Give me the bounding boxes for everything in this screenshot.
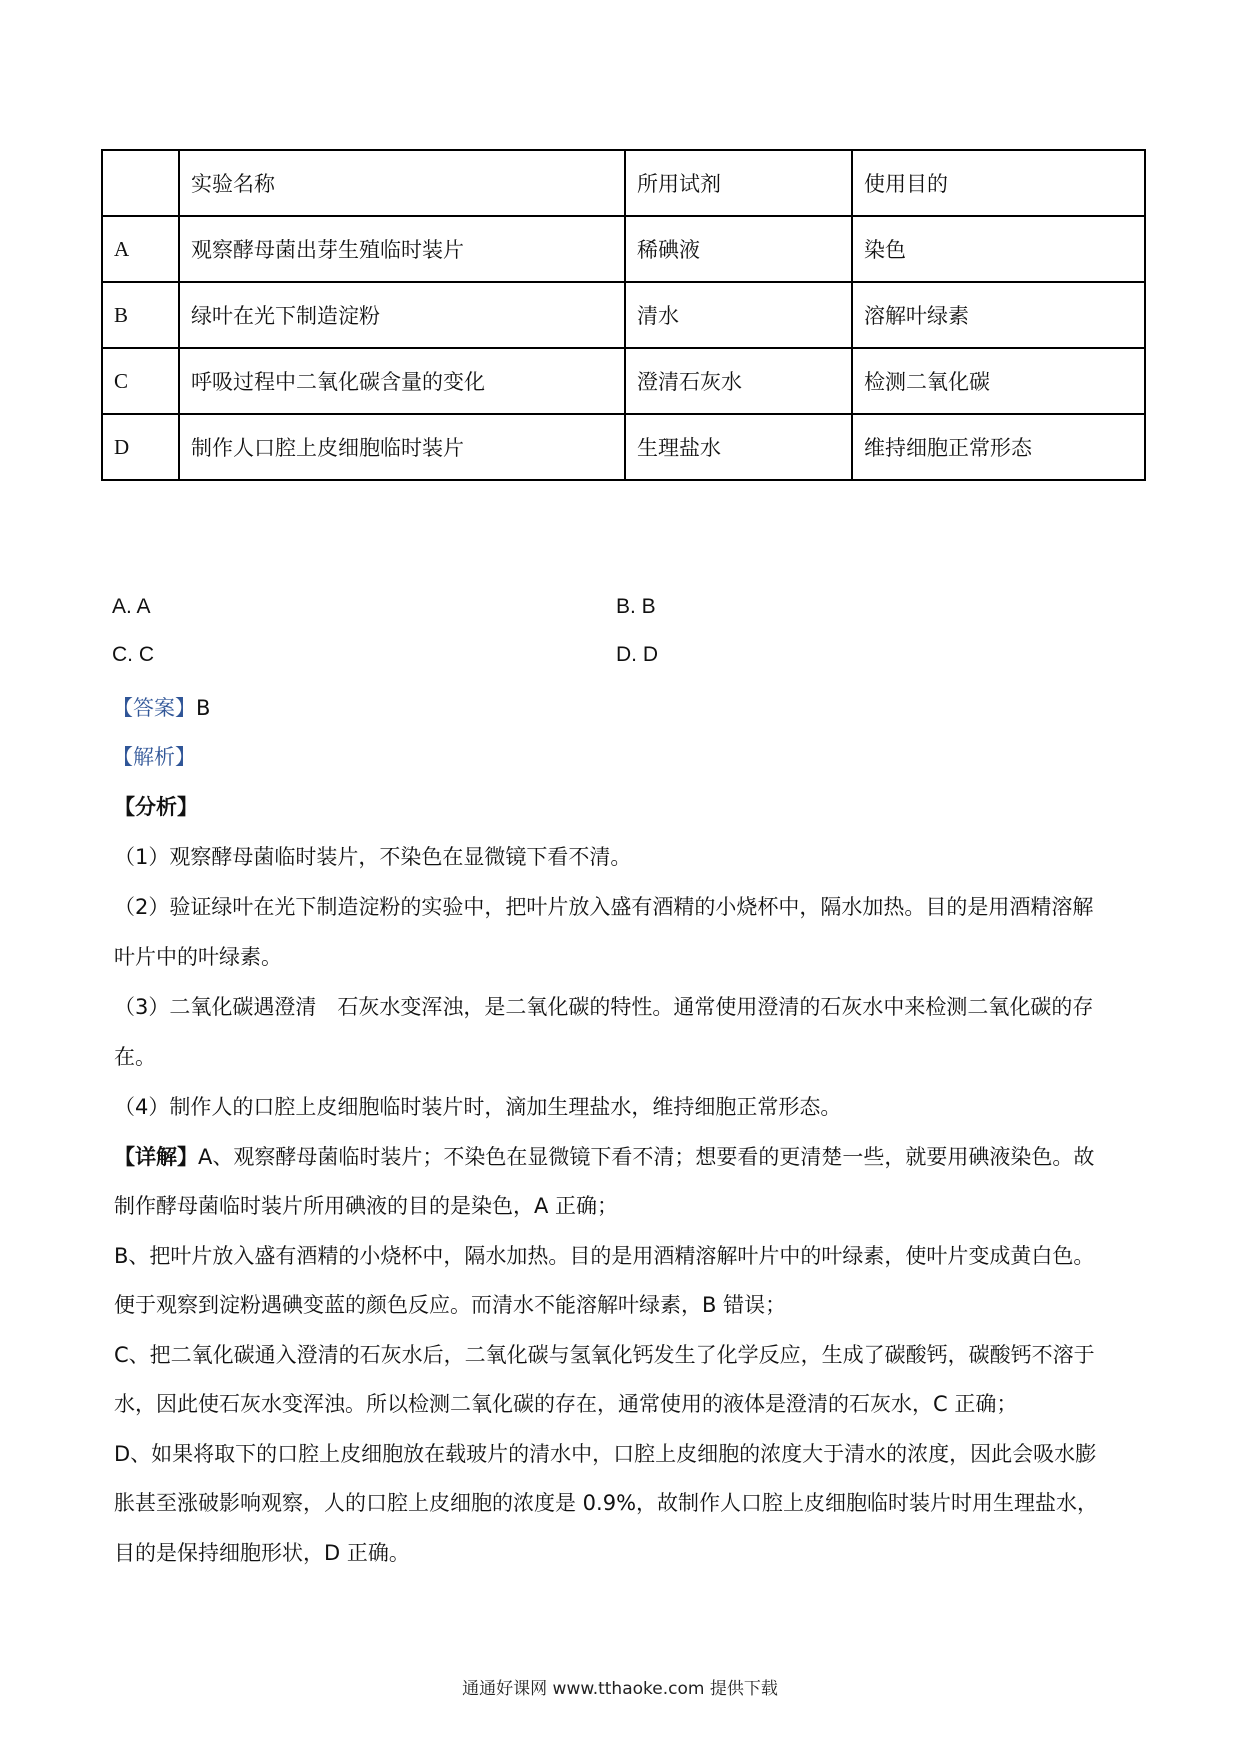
detail-a-line-1 [114, 1141, 1134, 1171]
detail-c-line-1: C、把二氧化碳通入澄清的石灰水后，二氧化碳与氢氧化钙发生了化学反应，生成了碳酸钙，碳酸钙不溶于 [114, 1343, 1095, 1367]
option-d: D. D [616, 643, 658, 666]
table-cell: 生理盐水 [625, 414, 852, 480]
answer-value: B [196, 696, 211, 720]
detail-c-line-2: 水，因此使石灰水变浑浊。所以检测二氧化碳的存在，通常使用的液体是澄清的石灰水，C 正确； [114, 1392, 1018, 1416]
fenxi-paragraph-2-line-1: （2）验证绿叶在光下制造淀粉的实验中，把叶片放入盛有酒精的小烧杯中，隔水加热。目的是用酒精溶解 [114, 895, 1094, 919]
table-row [102, 216, 1145, 282]
analysis-tag: 【解析】 [112, 745, 196, 769]
table-row [102, 348, 1145, 414]
option-b: B. B [616, 595, 656, 618]
detail-a-line-2: 制作酵母菌临时装片所用碘液的目的是染色，A 正确； [114, 1194, 619, 1218]
detail-b-line-2: 便于观察到淀粉遇碘变蓝的颜色反应。而清水不能溶解叶绿素，B 错误； [114, 1293, 787, 1317]
fenxi-paragraph-2-line-2: 叶片中的叶绿素。 [114, 945, 282, 969]
table-cell: C [102, 348, 179, 414]
table-cell: B [102, 282, 179, 348]
table-cell: 绿叶在光下制造淀粉 [179, 282, 625, 348]
detail-d-line-1: D、如果将取下的口腔上皮细胞放在载玻片的清水中，口腔上皮细胞的浓度大于清水的浓度，因此会吸水膨 [114, 1442, 1097, 1466]
table-cell: 呼吸过程中二氧化碳含量的变化 [179, 348, 625, 414]
table-header-cell: 所用试剂 [625, 150, 852, 216]
detail-d-line-3: 目的是保持细胞形状，D 正确。 [114, 1541, 410, 1565]
table-cell: 检测二氧化碳 [852, 348, 1145, 414]
detail-d-line-2: 胀甚至涨破影响观察，人的口腔上皮细胞的浓度是 0.9%，故制作人口腔上皮细胞临时装片时用生理盐水， [114, 1491, 1099, 1515]
experiment-table [101, 149, 1146, 481]
table-cell: 澄清石灰水 [625, 348, 852, 414]
answer-tag: 【答案】 [112, 696, 196, 720]
table-cell: 染色 [852, 216, 1145, 282]
table-cell: A [102, 216, 179, 282]
answer-line [112, 692, 1132, 722]
table-cell: 溶解叶绿素 [852, 282, 1145, 348]
fenxi-paragraph-1: （1）观察酵母菌临时装片，不染色在显微镜下看不清。 [114, 845, 632, 869]
table-header-cell [102, 150, 179, 216]
fenxi-tag: 【分析】 [114, 795, 198, 819]
page-footer: 通通好课网 www.tthaoke.com 提供下载 [462, 1679, 778, 1699]
option-a: A. A [112, 595, 151, 618]
detail-b-line-1: B、把叶片放入盛有酒精的小烧杯中，隔水加热。目的是用酒精溶解叶片中的叶绿素，使叶片变成黄白色。 [114, 1244, 1095, 1268]
option-c: C. C [112, 643, 154, 666]
fenxi-paragraph-4: （4）制作人的口腔上皮细胞临时装片时，滴加生理盐水，维持细胞正常形态。 [114, 1095, 842, 1119]
table-header-cell: 实验名称 [179, 150, 625, 216]
table-row [102, 282, 1145, 348]
table-header-row [102, 150, 1145, 216]
table-cell: 观察酵母菌出芽生殖临时装片 [179, 216, 625, 282]
table-header-cell: 使用目的 [852, 150, 1145, 216]
table-cell: 制作人口腔上皮细胞临时装片 [179, 414, 625, 480]
table-cell: 稀碘液 [625, 216, 852, 282]
fenxi-paragraph-3-line-2: 在。 [114, 1045, 156, 1069]
table-cell: 维持细胞正常形态 [852, 414, 1145, 480]
detail-tag: 【详解】 [114, 1145, 198, 1169]
table-row [102, 414, 1145, 480]
fenxi-paragraph-3-line-1: （3）二氧化碳遇澄清 石灰水变浑浊，是二氧化碳的特性。通常使用澄清的石灰水中来检测二氧化碳的存 [114, 995, 1094, 1019]
table-cell: D [102, 414, 179, 480]
detail-a-text: A、观察酵母菌临时装片；不染色在显微镜下看不清；想要看的更清楚一些，就要用碘液染色。故 [198, 1145, 1095, 1169]
table-cell: 清水 [625, 282, 852, 348]
